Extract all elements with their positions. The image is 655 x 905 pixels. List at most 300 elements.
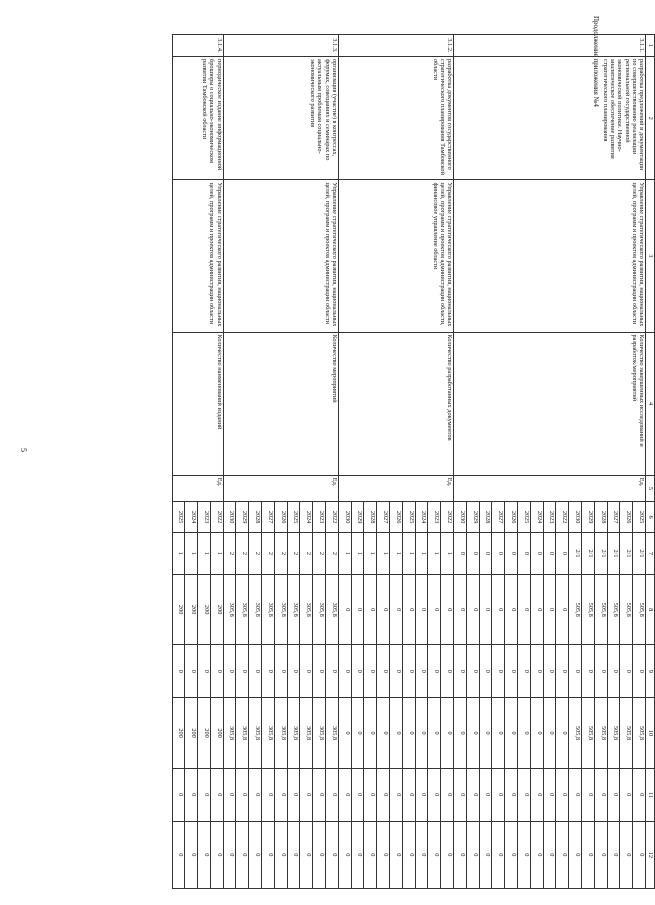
- year-cell: 2022: [210, 502, 223, 533]
- year-cell: 2027: [492, 502, 505, 533]
- year-cell: 2027: [377, 502, 390, 533]
- other-funding-cell: 0: [569, 821, 582, 888]
- total-funding-cell: 305,8: [274, 574, 287, 645]
- regional-funding-cell: 505,8: [582, 698, 595, 769]
- federal-funding-cell: 0: [479, 645, 492, 698]
- federal-funding-cell: 0: [338, 645, 351, 698]
- total-funding-cell: 305,8: [326, 574, 339, 645]
- regional-funding-cell: 0: [530, 698, 543, 769]
- local-funding-cell: 0: [530, 768, 543, 821]
- executor-cell: Управление стратегического развития, национальных целей, программ и проектов администрации области: [172, 180, 223, 332]
- regional-funding-cell: 0: [505, 698, 518, 769]
- federal-funding-cell: 0: [466, 645, 479, 698]
- target-value-cell: 0: [454, 533, 467, 575]
- regional-funding-cell: 305,8: [262, 698, 275, 769]
- year-cell: 2029: [582, 502, 595, 533]
- local-funding-cell: 0: [313, 768, 326, 821]
- total-funding-cell: 0: [377, 574, 390, 645]
- other-funding-cell: 0: [505, 821, 518, 888]
- regional-funding-cell: 305,8: [300, 698, 313, 769]
- local-funding-cell: 0: [300, 768, 313, 821]
- other-funding-cell: 0: [402, 821, 415, 888]
- other-funding-cell: 0: [198, 821, 211, 888]
- year-cell: 2023: [543, 502, 556, 533]
- target-value-cell: 2: [223, 533, 236, 575]
- total-funding-cell: 305,8: [249, 574, 262, 645]
- regional-funding-cell: 0: [518, 698, 531, 769]
- year-cell: 2027: [607, 502, 620, 533]
- federal-funding-cell: 0: [492, 645, 505, 698]
- year-cell: 2030: [338, 502, 351, 533]
- year-cell: 2026: [620, 502, 633, 533]
- local-funding-cell: 0: [223, 768, 236, 821]
- regional-funding-cell: 200: [210, 698, 223, 769]
- local-funding-cell: 0: [274, 768, 287, 821]
- federal-funding-cell: 0: [223, 645, 236, 698]
- federal-funding-cell: 0: [620, 645, 633, 698]
- indicator-cell: Количество наименований изданий: [172, 332, 223, 475]
- local-funding-cell: 0: [326, 768, 339, 821]
- other-funding-cell: 0: [236, 821, 249, 888]
- other-funding-cell: 0: [492, 821, 505, 888]
- other-funding-cell: 0: [582, 821, 595, 888]
- header-cell: 2: [646, 57, 655, 180]
- other-funding-cell: 0: [326, 821, 339, 888]
- federal-funding-cell: 0: [185, 645, 198, 698]
- regional-funding-cell: 0: [543, 698, 556, 769]
- target-value-cell: 0: [505, 533, 518, 575]
- other-funding-cell: 0: [274, 821, 287, 888]
- regional-funding-cell: 0: [351, 698, 364, 769]
- total-funding-cell: 0: [492, 574, 505, 645]
- local-funding-cell: 0: [492, 768, 505, 821]
- year-cell: 2028: [594, 502, 607, 533]
- measure-name: периодическое издание информационной брошюры о социально-экономическом развитии Тамбовской области: [172, 57, 223, 180]
- regional-funding-cell: 305,8: [236, 698, 249, 769]
- executor-cell: Управление стратегического развития, национальных целей, программ и проектов администрации области, финансовое управление области: [338, 180, 453, 332]
- federal-funding-cell: 0: [249, 645, 262, 698]
- executor-cell: Управление стратегического развития, национальных целей, программ и проектов администрации области: [454, 180, 646, 332]
- header-cell: 3: [646, 180, 655, 332]
- measure-name: организация (участие) в конгрессах, форумах, совещаниях и семинарах по актуальным проблемам социально-экономического развития: [223, 57, 338, 180]
- federal-funding-cell: 0: [326, 645, 339, 698]
- local-funding-cell: 0: [262, 768, 275, 821]
- federal-funding-cell: 0: [236, 645, 249, 698]
- total-funding-cell: 305,8: [223, 574, 236, 645]
- other-funding-cell: 0: [633, 821, 646, 888]
- year-cell: 2029: [236, 502, 249, 533]
- federal-funding-cell: 0: [300, 645, 313, 698]
- local-funding-cell: 0: [633, 768, 646, 821]
- page-number: 5: [19, 448, 28, 452]
- table-row: [326, 35, 339, 889]
- year-cell: 2029: [466, 502, 479, 533]
- local-funding-cell: 0: [466, 768, 479, 821]
- federal-funding-cell: 0: [441, 645, 454, 698]
- target-value-cell: 2/1: [607, 533, 620, 575]
- target-value-cell: 0: [518, 533, 531, 575]
- target-value-cell: 2: [262, 533, 275, 575]
- header-cell: 1: [646, 35, 655, 57]
- regional-funding-cell: 0: [492, 698, 505, 769]
- regional-funding-cell: 0: [441, 698, 454, 769]
- total-funding-cell: 0: [556, 574, 569, 645]
- target-value-cell: 2: [326, 533, 339, 575]
- local-funding-cell: 0: [236, 768, 249, 821]
- target-value-cell: 0: [479, 533, 492, 575]
- header-cell: 5: [646, 475, 655, 501]
- total-funding-cell: 200: [172, 574, 185, 645]
- other-funding-cell: 0: [415, 821, 428, 888]
- local-funding-cell: 0: [505, 768, 518, 821]
- year-cell: 2023: [198, 502, 211, 533]
- local-funding-cell: 0: [364, 768, 377, 821]
- year-cell: 2030: [223, 502, 236, 533]
- target-value-cell: 1: [351, 533, 364, 575]
- total-funding-cell: 505,8: [633, 574, 646, 645]
- year-cell: 2030: [454, 502, 467, 533]
- target-value-cell: 1: [185, 533, 198, 575]
- federal-funding-cell: 0: [633, 645, 646, 698]
- measure-number: 3.1.1.: [454, 35, 646, 57]
- federal-funding-cell: 0: [287, 645, 300, 698]
- other-funding-cell: 0: [210, 821, 223, 888]
- other-funding-cell: 0: [543, 821, 556, 888]
- total-funding-cell: 305,8: [287, 574, 300, 645]
- regional-funding-cell: 305,8: [223, 698, 236, 769]
- executor-cell: Управление стратегического развития, национальных целей, программ и проектов администрации области: [223, 180, 338, 332]
- target-value-cell: 0: [556, 533, 569, 575]
- total-funding-cell: 0: [364, 574, 377, 645]
- header-cell: 7: [646, 533, 655, 575]
- local-funding-cell: 0: [454, 768, 467, 821]
- federal-funding-cell: 0: [518, 645, 531, 698]
- regional-funding-cell: 305,8: [249, 698, 262, 769]
- target-value-cell: 1: [338, 533, 351, 575]
- indicator-cell: Количество мероприятий: [223, 332, 338, 475]
- regional-funding-cell: 200: [172, 698, 185, 769]
- local-funding-cell: 0: [351, 768, 364, 821]
- header-cell: 12: [646, 821, 655, 888]
- other-funding-cell: 0: [364, 821, 377, 888]
- other-funding-cell: 0: [479, 821, 492, 888]
- other-funding-cell: 0: [620, 821, 633, 888]
- regional-funding-cell: 0: [556, 698, 569, 769]
- target-value-cell: 2/1: [633, 533, 646, 575]
- total-funding-cell: 0: [390, 574, 403, 645]
- local-funding-cell: 0: [543, 768, 556, 821]
- regional-funding-cell: 305,8: [326, 698, 339, 769]
- target-value-cell: 0: [530, 533, 543, 575]
- total-funding-cell: 0: [479, 574, 492, 645]
- total-funding-cell: 200: [210, 574, 223, 645]
- regional-funding-cell: 0: [479, 698, 492, 769]
- target-value-cell: 2: [287, 533, 300, 575]
- regional-funding-cell: 0: [390, 698, 403, 769]
- total-funding-cell: 0: [518, 574, 531, 645]
- target-value-cell: 2: [236, 533, 249, 575]
- other-funding-cell: 0: [428, 821, 441, 888]
- total-funding-cell: 0: [530, 574, 543, 645]
- target-value-cell: 0: [492, 533, 505, 575]
- federal-funding-cell: 0: [262, 645, 275, 698]
- total-funding-cell: 305,8: [313, 574, 326, 645]
- other-funding-cell: 0: [223, 821, 236, 888]
- federal-funding-cell: 0: [594, 645, 607, 698]
- regional-funding-cell: 0: [428, 698, 441, 769]
- federal-funding-cell: 0: [607, 645, 620, 698]
- other-funding-cell: 0: [262, 821, 275, 888]
- federal-funding-cell: 0: [198, 645, 211, 698]
- unit-cell: Ед.: [172, 475, 223, 501]
- table-row: [633, 35, 646, 889]
- target-value-cell: 1: [415, 533, 428, 575]
- other-funding-cell: 0: [338, 821, 351, 888]
- local-funding-cell: 0: [607, 768, 620, 821]
- federal-funding-cell: 0: [556, 645, 569, 698]
- year-cell: 2022: [441, 502, 454, 533]
- total-funding-cell: 200: [185, 574, 198, 645]
- local-funding-cell: 0: [390, 768, 403, 821]
- header-cell: 4: [646, 332, 655, 475]
- year-cell: 2024: [530, 502, 543, 533]
- target-value-cell: 2: [313, 533, 326, 575]
- target-value-cell: 0: [466, 533, 479, 575]
- year-cell: 2026: [390, 502, 403, 533]
- other-funding-cell: 0: [518, 821, 531, 888]
- other-funding-cell: 0: [172, 821, 185, 888]
- other-funding-cell: 0: [454, 821, 467, 888]
- regional-funding-cell: 0: [415, 698, 428, 769]
- total-funding-cell: 0: [454, 574, 467, 645]
- table-row: [441, 35, 454, 889]
- year-cell: 2024: [300, 502, 313, 533]
- target-value-cell: 1: [210, 533, 223, 575]
- local-funding-cell: 0: [198, 768, 211, 821]
- local-funding-cell: 0: [479, 768, 492, 821]
- regional-funding-cell: 0: [466, 698, 479, 769]
- other-funding-cell: 0: [377, 821, 390, 888]
- total-funding-cell: 0: [505, 574, 518, 645]
- year-cell: 2028: [479, 502, 492, 533]
- local-funding-cell: 0: [556, 768, 569, 821]
- federal-funding-cell: 0: [351, 645, 364, 698]
- measure-number: 3.1.2.: [338, 35, 453, 57]
- total-funding-cell: 505,8: [620, 574, 633, 645]
- target-value-cell: 2: [300, 533, 313, 575]
- header-cell: 10: [646, 698, 655, 769]
- year-cell: 2025: [172, 502, 185, 533]
- regional-funding-cell: 505,8: [594, 698, 607, 769]
- local-funding-cell: 0: [287, 768, 300, 821]
- measure-name: разработка предложений и документации по совершенствованию реализации региональной государственной экономической политики. Научно-аналитическое обеспечение развития стратегического планирования: [454, 57, 646, 180]
- other-funding-cell: 0: [441, 821, 454, 888]
- regional-funding-cell: 505,8: [633, 698, 646, 769]
- year-cell: 2027: [262, 502, 275, 533]
- unit-cell: Ед.: [454, 475, 646, 501]
- federal-funding-cell: 0: [530, 645, 543, 698]
- local-funding-cell: 0: [249, 768, 262, 821]
- federal-funding-cell: 0: [172, 645, 185, 698]
- local-funding-cell: 0: [620, 768, 633, 821]
- federal-funding-cell: 0: [364, 645, 377, 698]
- total-funding-cell: 505,8: [607, 574, 620, 645]
- total-funding-cell: 200: [198, 574, 211, 645]
- table-body: [172, 35, 654, 889]
- federal-funding-cell: 0: [313, 645, 326, 698]
- target-value-cell: 2/1: [594, 533, 607, 575]
- other-funding-cell: 0: [351, 821, 364, 888]
- year-cell: 2025: [287, 502, 300, 533]
- local-funding-cell: 0: [415, 768, 428, 821]
- local-funding-cell: 0: [582, 768, 595, 821]
- year-cell: 2022: [326, 502, 339, 533]
- year-cell: 2024: [415, 502, 428, 533]
- year-cell: 2028: [249, 502, 262, 533]
- other-funding-cell: 0: [556, 821, 569, 888]
- year-cell: 2025: [402, 502, 415, 533]
- target-value-cell: 1: [428, 533, 441, 575]
- local-funding-cell: 0: [594, 768, 607, 821]
- other-funding-cell: 0: [390, 821, 403, 888]
- local-funding-cell: 0: [377, 768, 390, 821]
- total-funding-cell: 305,8: [236, 574, 249, 645]
- federal-funding-cell: 0: [402, 645, 415, 698]
- federal-funding-cell: 0: [274, 645, 287, 698]
- total-funding-cell: 0: [338, 574, 351, 645]
- header-cell: 6: [646, 502, 655, 533]
- federal-funding-cell: 0: [390, 645, 403, 698]
- local-funding-cell: 0: [402, 768, 415, 821]
- header-cell: 8: [646, 574, 655, 645]
- year-cell: 2024: [185, 502, 198, 533]
- target-value-cell: 1: [198, 533, 211, 575]
- target-value-cell: 2: [249, 533, 262, 575]
- regional-funding-cell: 0: [402, 698, 415, 769]
- federal-funding-cell: 0: [543, 645, 556, 698]
- local-funding-cell: 0: [569, 768, 582, 821]
- other-funding-cell: 0: [466, 821, 479, 888]
- regional-funding-cell: 200: [198, 698, 211, 769]
- other-funding-cell: 0: [249, 821, 262, 888]
- total-funding-cell: 505,8: [569, 574, 582, 645]
- target-value-cell: 1: [364, 533, 377, 575]
- annex-title: Продолжение приложения №4: [592, 16, 600, 107]
- year-cell: 2026: [274, 502, 287, 533]
- total-funding-cell: 505,8: [594, 574, 607, 645]
- regional-funding-cell: 305,8: [274, 698, 287, 769]
- total-funding-cell: 305,8: [300, 574, 313, 645]
- other-funding-cell: 0: [607, 821, 620, 888]
- local-funding-cell: 0: [172, 768, 185, 821]
- regional-funding-cell: 305,8: [287, 698, 300, 769]
- indicator-cell: Количество разработанных документов: [338, 332, 453, 475]
- year-cell: 2022: [556, 502, 569, 533]
- header-cell: 11: [646, 768, 655, 821]
- regional-funding-cell: 0: [364, 698, 377, 769]
- federal-funding-cell: 0: [569, 645, 582, 698]
- target-value-cell: 1: [377, 533, 390, 575]
- target-value-cell: 1: [402, 533, 415, 575]
- total-funding-cell: 505,8: [582, 574, 595, 645]
- local-funding-cell: 0: [338, 768, 351, 821]
- total-funding-cell: 0: [441, 574, 454, 645]
- total-funding-cell: 0: [415, 574, 428, 645]
- federal-funding-cell: 0: [454, 645, 467, 698]
- target-value-cell: 2/1: [569, 533, 582, 575]
- target-value-cell: 1: [172, 533, 185, 575]
- regional-funding-cell: 200: [185, 698, 198, 769]
- regional-funding-cell: 305,8: [313, 698, 326, 769]
- local-funding-cell: 0: [185, 768, 198, 821]
- regional-funding-cell: 505,8: [620, 698, 633, 769]
- year-cell: 2023: [428, 502, 441, 533]
- target-value-cell: 2/1: [582, 533, 595, 575]
- year-cell: 2029: [351, 502, 364, 533]
- year-cell: 2025: [633, 502, 646, 533]
- federal-funding-cell: 0: [505, 645, 518, 698]
- measure-number: 3.1.3.: [223, 35, 338, 57]
- regional-funding-cell: 505,8: [607, 698, 620, 769]
- total-funding-cell: 0: [428, 574, 441, 645]
- year-cell: 2026: [505, 502, 518, 533]
- other-funding-cell: 0: [313, 821, 326, 888]
- unit-cell: Ед.: [338, 475, 453, 501]
- table-row: [210, 35, 223, 889]
- total-funding-cell: 305,8: [262, 574, 275, 645]
- local-funding-cell: 0: [518, 768, 531, 821]
- year-cell: 2030: [569, 502, 582, 533]
- measure-number: 3.1.4.: [172, 35, 223, 57]
- year-cell: 2023: [313, 502, 326, 533]
- other-funding-cell: 0: [287, 821, 300, 888]
- regional-funding-cell: 0: [454, 698, 467, 769]
- federal-funding-cell: 0: [428, 645, 441, 698]
- local-funding-cell: 0: [441, 768, 454, 821]
- indicator-cell: Количество завершенных исследований и разработок/мероприятий: [454, 332, 646, 475]
- federal-funding-cell: 0: [415, 645, 428, 698]
- year-cell: 2028: [364, 502, 377, 533]
- total-funding-cell: 0: [351, 574, 364, 645]
- target-value-cell: 0: [543, 533, 556, 575]
- regional-funding-cell: 0: [338, 698, 351, 769]
- year-cell: 2025: [518, 502, 531, 533]
- local-funding-cell: 0: [428, 768, 441, 821]
- plan-table: [172, 34, 655, 889]
- total-funding-cell: 0: [466, 574, 479, 645]
- target-value-cell: 1: [441, 533, 454, 575]
- federal-funding-cell: 0: [210, 645, 223, 698]
- measure-name: разработка документов государственного стратегического планирования Тамбовской области: [338, 57, 453, 180]
- rotated-page: [172, 34, 655, 889]
- other-funding-cell: 0: [530, 821, 543, 888]
- target-value-cell: 2/1: [620, 533, 633, 575]
- regional-funding-cell: 0: [377, 698, 390, 769]
- other-funding-cell: 0: [185, 821, 198, 888]
- federal-funding-cell: 0: [582, 645, 595, 698]
- other-funding-cell: 0: [594, 821, 607, 888]
- regional-funding-cell: 505,8: [569, 698, 582, 769]
- header-cell: 9: [646, 645, 655, 698]
- header-row: [646, 35, 655, 889]
- other-funding-cell: 0: [300, 821, 313, 888]
- federal-funding-cell: 0: [377, 645, 390, 698]
- target-value-cell: 1: [390, 533, 403, 575]
- total-funding-cell: 0: [543, 574, 556, 645]
- local-funding-cell: 0: [210, 768, 223, 821]
- target-value-cell: 2: [274, 533, 287, 575]
- total-funding-cell: 0: [402, 574, 415, 645]
